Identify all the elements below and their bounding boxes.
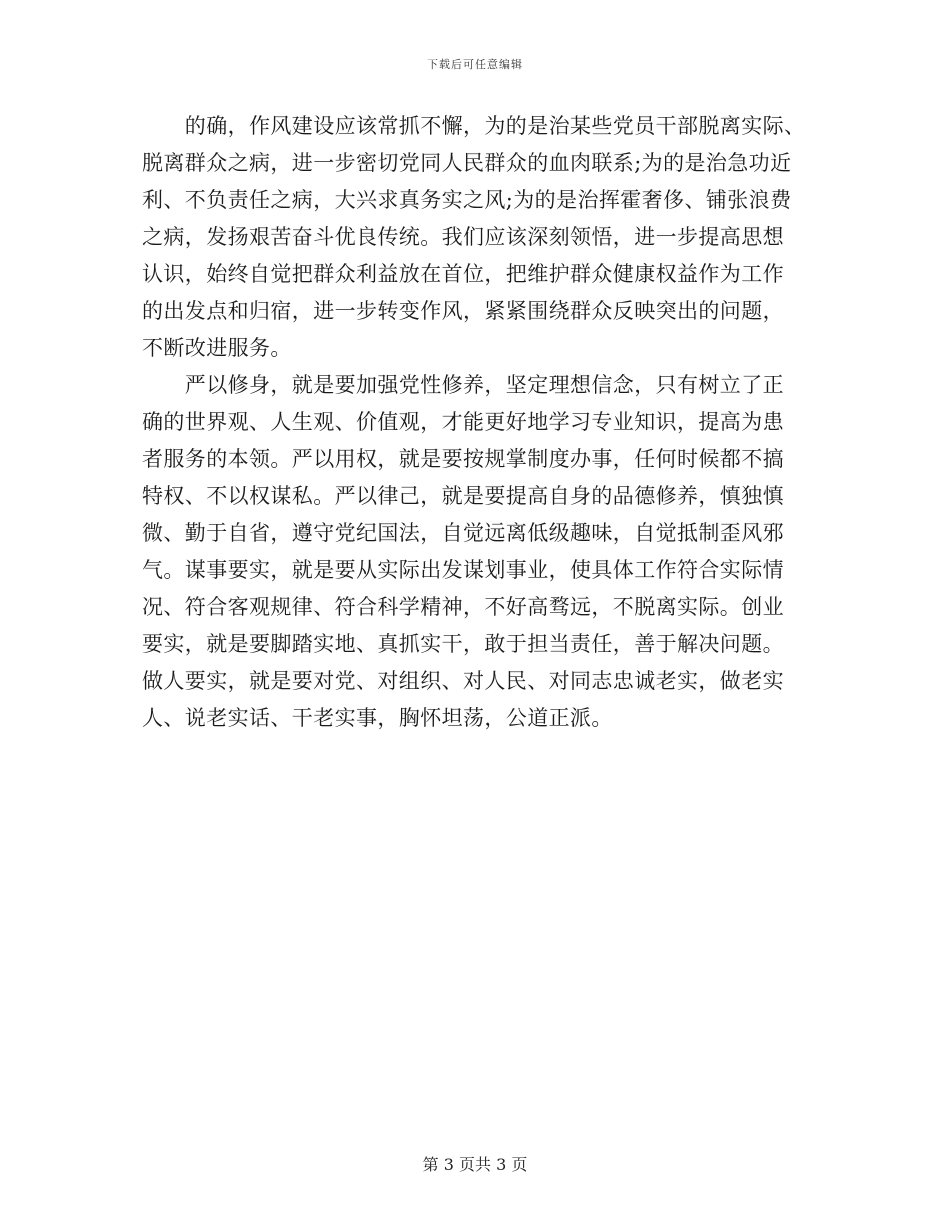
page-number-footer: 第 3 页共 3 页 <box>422 1155 528 1174</box>
paragraph-2 <box>142 367 810 737</box>
document-body <box>142 108 810 737</box>
text-line: 严以修身，就是要加强党性修养，坚定理想信念，只有树立了正 <box>142 373 784 397</box>
text-line: 的出发点和归宿，进一步转变作风，紧紧围绕群众反映突出的问题， <box>142 299 784 323</box>
text-line: 做人要实，就是要对党、对组织、对人民、对同志忠诚老实，做老实 <box>142 669 784 693</box>
text-line: 气。谋事要实，就是要从实际出发谋划事业，使具体工作符合实际情 <box>142 558 784 582</box>
text-line: 确的世界观、人生观、价值观，才能更好地学习专业知识，提高为患 <box>142 410 784 434</box>
text-line: 况、符合客观规律、符合科学精神，不好高骛远，不脱离实际。创业 <box>142 595 784 619</box>
text-line: 的确，作风建设应该常抓不懈，为的是治某些党员干部脱离实际、 <box>142 114 806 138</box>
text-line: 脱离群众之病，进一步密切党同人民群众的血肉联系;为的是治急功近 <box>142 151 792 175</box>
text-line: 之病，发扬艰苦奋斗优良传统。我们应该深刻领悟，进一步提高思想 <box>142 225 784 249</box>
page-header: 下载后可任意编辑 <box>427 58 523 71</box>
text-line: 不断改进服务。 <box>142 336 292 360</box>
text-line: 微、勤于自省，遵守党纪国法，自觉远离低级趣味，自觉抵制歪风邪 <box>142 521 784 545</box>
text-line: 认识，始终自觉把群众利益放在首位，把维护群众健康权益作为工作 <box>142 262 784 286</box>
text-line: 人、说老实话、干老实事，胸怀坦荡，公道正派。 <box>142 706 613 730</box>
text-line: 要实，就是要脚踏实地、真抓实干，敢于担当责任，善于解决问题。 <box>142 632 784 656</box>
text-line: 特权、不以权谋私。严以律己，就是要提高自身的品德修养，慎独慎 <box>142 484 784 508</box>
paragraph-1 <box>142 108 810 367</box>
text-line: 者服务的本领。严以用权，就是要按规掌制度办事，任何时候都不搞 <box>142 447 784 471</box>
text-line: 利、不负责任之病，大兴求真务实之风;为的是治挥霍奢侈、铺张浪费 <box>142 188 792 212</box>
